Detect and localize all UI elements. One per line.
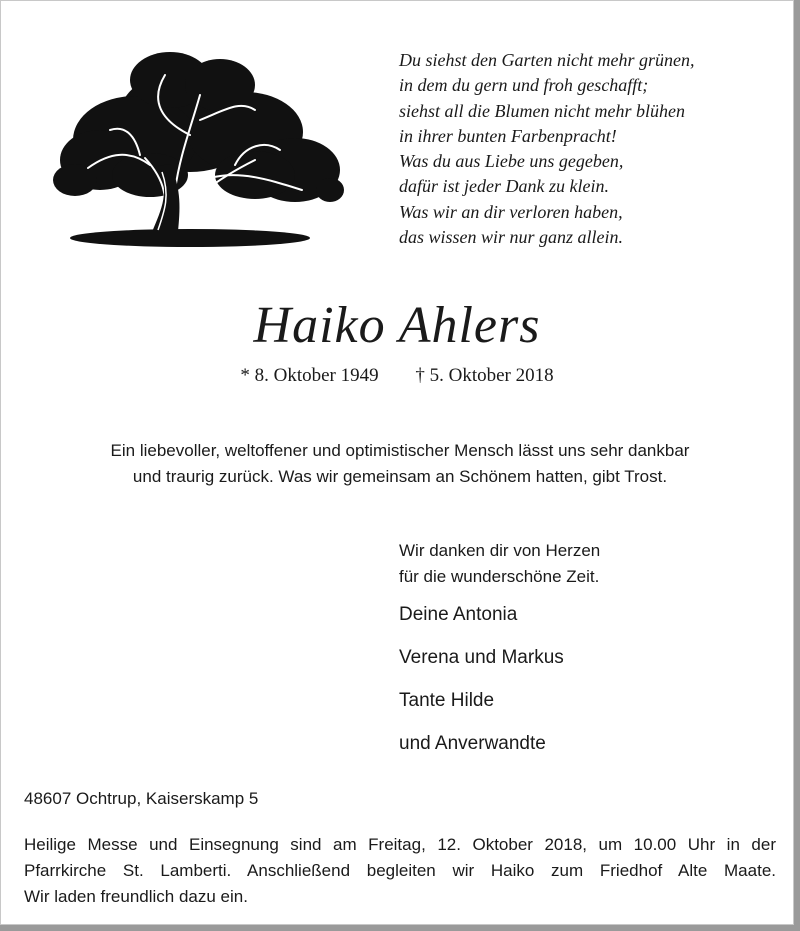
- death-date: † 5. Oktober 2018: [415, 365, 554, 386]
- notice-line: Wir laden freundlich dazu ein.: [24, 887, 248, 906]
- signatures: [399, 600, 564, 772]
- thanks-line: für die wunderschöne Zeit.: [399, 567, 600, 586]
- tribute-line: und traurig zurück. Was wir gemeinsam an Schönem hatten, gibt Trost.: [132, 467, 668, 486]
- tribute-text: [40, 438, 760, 490]
- notice-line: Pfarrkirche St. Lamberti. Anschließend begleiten wir Haiko zum Friedhof Alte Maate.: [24, 861, 776, 880]
- poem-line: in dem du gern und froh geschafft;: [399, 75, 649, 96]
- notice-line: Heilige Messe und Einsegnung sind am Freitag, 12. Oktober 2018, um 10.00 Uhr in der: [24, 835, 776, 854]
- birth-date: * 8. Oktober 1949: [240, 365, 379, 386]
- poem: [399, 48, 694, 250]
- poem-line: dafür ist jeder Dank zu klein.: [399, 176, 609, 197]
- poem-line: siehst all die Blumen nicht mehr blühen: [399, 100, 685, 121]
- tribute-line: Ein liebevoller, weltoffener und optimistischer Mensch lässt uns sehr dankbar: [110, 441, 690, 460]
- tree-icon: [40, 40, 345, 250]
- signature-line: Tante Hilde: [399, 690, 495, 711]
- poem-line: Was wir an dir verloren haben,: [399, 201, 623, 222]
- thanks-line: Wir danken dir von Herzen: [399, 541, 601, 560]
- poem-line: das wissen wir nur ganz allein.: [399, 227, 624, 248]
- poem-line: in ihrer bunten Farbenpracht!: [399, 125, 617, 146]
- thanks-text: [399, 538, 600, 590]
- poem-line: Du siehst den Garten nicht mehr grünen,: [399, 50, 695, 70]
- deceased-name: Haiko Ahlers: [253, 297, 541, 354]
- signature-line: und Anverwandte: [399, 733, 546, 754]
- service-notice: [24, 832, 776, 910]
- signature-line: Deine Antonia: [399, 604, 518, 625]
- address: 48607 Ochtrup, Kaiserskamp 5: [24, 789, 259, 808]
- poem-line: Was du aus Liebe uns gegeben,: [399, 151, 624, 172]
- life-dates: [0, 364, 794, 388]
- signature-line: Verena und Markus: [399, 647, 564, 668]
